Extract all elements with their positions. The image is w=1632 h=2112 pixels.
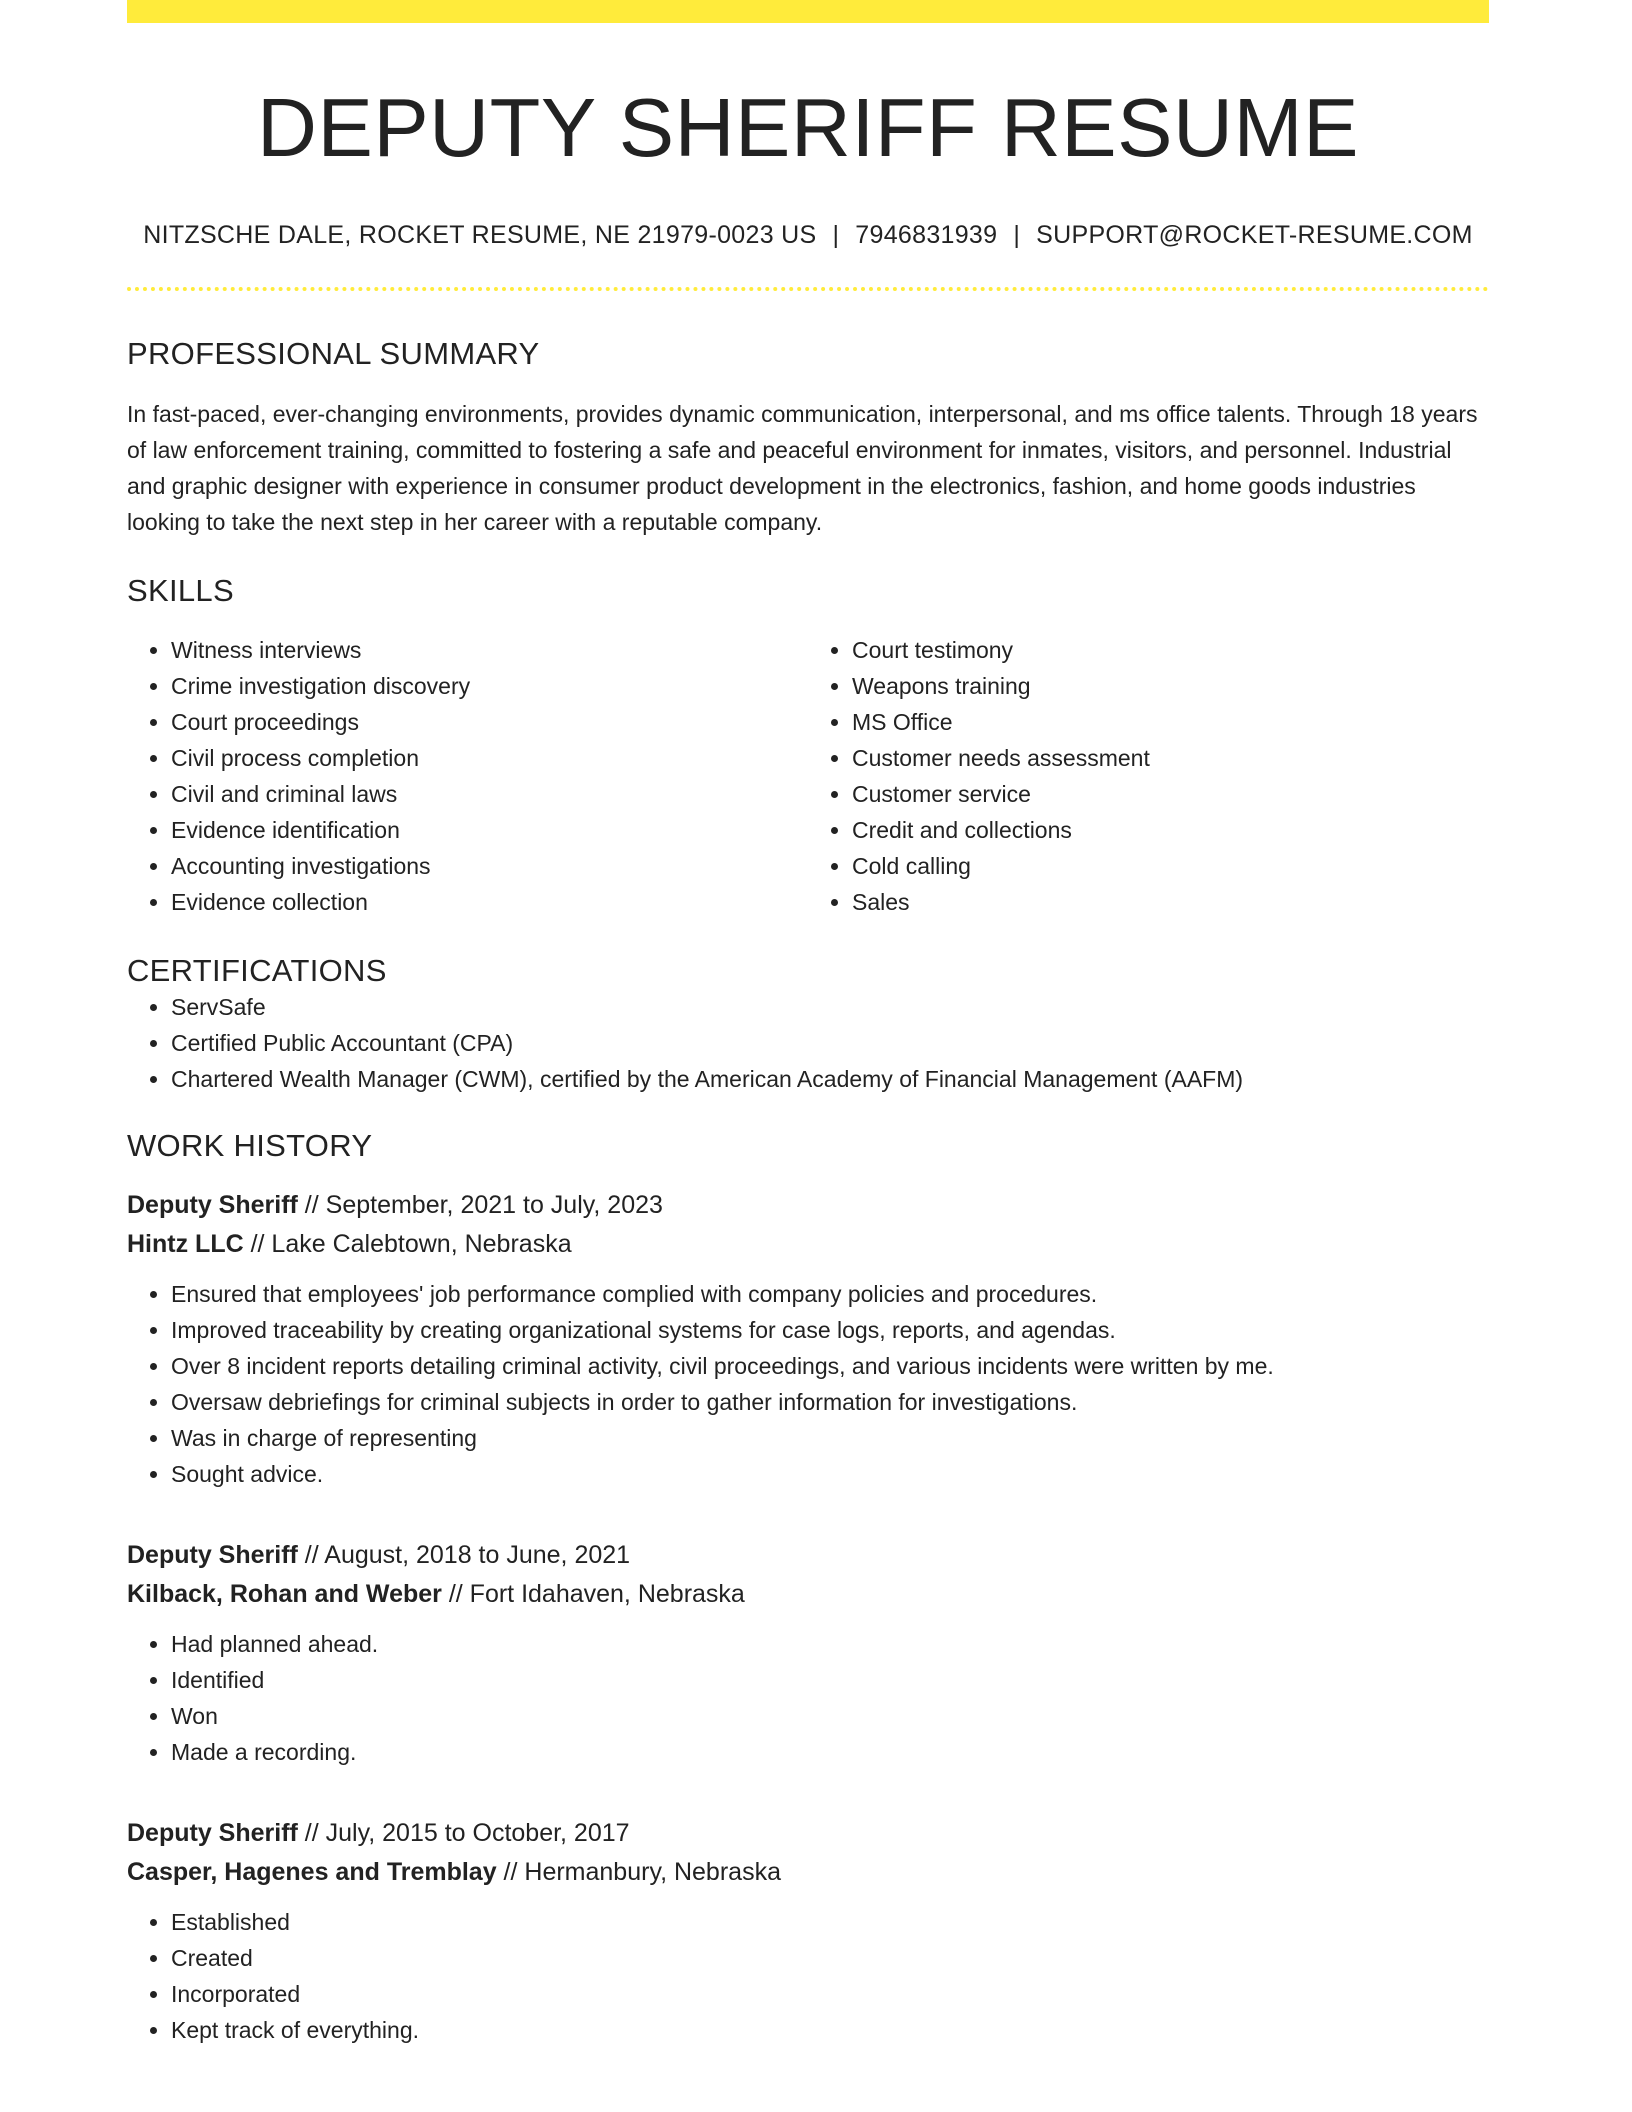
contact-line: [127, 221, 1489, 250]
skill-item: • Civil and criminal laws: [171, 776, 808, 812]
skill-item: • Cold calling: [852, 848, 1489, 884]
skill-item: • Civil process completion: [171, 740, 808, 776]
job-title: Deputy Sheriff: [127, 1191, 298, 1220]
work-history-heading: WORK HISTORY: [127, 1127, 373, 1163]
job-title-line: [127, 1814, 1489, 1853]
skill-item: • Crime investigation discovery: [171, 668, 808, 704]
job-company: Casper, Hagenes and Tremblay: [127, 1858, 497, 1887]
job-entry: [127, 1536, 1489, 1770]
job-bullet: • Ensured that employees' job performance complied with company policies and procedures.: [171, 1276, 1489, 1312]
job-bullet: • Created: [171, 1940, 1489, 1976]
skills-columns: [127, 632, 1489, 920]
job-bullet: • Sought advice.: [171, 1456, 1489, 1492]
certification-item: • Chartered Wealth Manager (CWM), certified by the American Academy of Financial Management (AAFM): [171, 1061, 1489, 1097]
certification-item: • Certified Public Accountant (CPA): [171, 1025, 1489, 1061]
job-bullets: [127, 1904, 1489, 2048]
job-title-line: [127, 1186, 1489, 1225]
certifications-heading: CERTIFICATIONS: [127, 952, 387, 988]
job-company-line: [127, 1853, 1489, 1892]
skill-item: • Customer service: [852, 776, 1489, 812]
skill-item: • Evidence collection: [171, 884, 808, 920]
contact-separator: |: [1013, 221, 1021, 250]
job-dates: // September, 2021 to July, 2023: [297, 1191, 663, 1220]
job-entry: [127, 1186, 1489, 1492]
job-bullet: • Improved traceability by creating organizational systems for case logs, reports, and agendas.: [171, 1312, 1489, 1348]
job-bullets: [127, 1626, 1489, 1770]
contact-address: NITZSCHE DALE, ROCKET RESUME, NE 21979-0023 US: [143, 221, 817, 250]
job-location: // Fort Idahaven, Nebraska: [441, 1580, 745, 1609]
skill-item: • Credit and collections: [852, 812, 1489, 848]
job-bullet: • Won: [171, 1698, 1489, 1734]
job-title: Deputy Sheriff: [127, 1819, 298, 1848]
job-bullet: • Oversaw debriefings for criminal subjects in order to gather information for investigations.: [171, 1384, 1489, 1420]
certification-item: • ServSafe: [171, 989, 1489, 1025]
contact-phone: 7946831939: [855, 221, 998, 250]
job-entry: [127, 1814, 1489, 2048]
skill-item: • Court proceedings: [171, 704, 808, 740]
skill-item: • MS Office: [852, 704, 1489, 740]
job-title: Deputy Sheriff: [127, 1541, 298, 1570]
job-bullet: • Kept track of everything.: [171, 2012, 1489, 2048]
job-location: // Hermanbury, Nebraska: [496, 1858, 781, 1887]
summary-text: In fast-paced, ever-changing environments, provides dynamic communication, interpersonal, and ms office talents. Through 18 years of law enforcement training, committed to fostering a safe and peaceful environment for inmates, visitors, and personnel. Industrial and graphic designer with experience in consumer product development in the electronics, fashion, and home goods industries looking to take the next step in her career with a reputable company.: [127, 401, 1478, 536]
job-company-line: [127, 1225, 1489, 1264]
contact-separator: |: [832, 221, 840, 250]
job-bullet: • Identified: [171, 1662, 1489, 1698]
job-bullet: • Made a recording.: [171, 1734, 1489, 1770]
certifications-list: [127, 989, 1489, 1097]
job-bullet: • Established: [171, 1904, 1489, 1940]
job-location: // Lake Calebtown, Nebraska: [243, 1230, 572, 1259]
skill-item: • Evidence identification: [171, 812, 808, 848]
resume-title: DEPUTY SHERIFF RESUME: [257, 81, 1359, 174]
skills-right-list: [808, 632, 1489, 920]
skills-left-list: [127, 632, 808, 920]
accent-top-bar: [127, 0, 1489, 23]
summary-heading: PROFESSIONAL SUMMARY: [127, 336, 540, 372]
skill-item: • Accounting investigations: [171, 848, 808, 884]
job-bullets: [127, 1276, 1489, 1492]
skill-item: • Customer needs assessment: [852, 740, 1489, 776]
skill-item: • Court testimony: [852, 632, 1489, 668]
job-bullet: • Had planned ahead.: [171, 1626, 1489, 1662]
job-bullet: • Over 8 incident reports detailing criminal activity, civil proceedings, and various incidents were written by me.: [171, 1348, 1489, 1384]
job-bullet: • Was in charge of representing: [171, 1420, 1489, 1456]
job-bullet: • Incorporated: [171, 1976, 1489, 2012]
contact-email: SUPPORT@ROCKET-RESUME.COM: [1036, 221, 1473, 250]
job-dates: // July, 2015 to October, 2017: [297, 1819, 630, 1848]
skill-item: • Sales: [852, 884, 1489, 920]
skill-item: • Weapons training: [852, 668, 1489, 704]
skill-item: • Witness interviews: [171, 632, 808, 668]
job-title-line: [127, 1536, 1489, 1575]
resume-page: [127, 0, 1489, 2048]
job-dates: // August, 2018 to June, 2021: [297, 1541, 631, 1570]
job-company-line: [127, 1575, 1489, 1614]
dotted-divider: [127, 287, 1489, 291]
job-company: Hintz LLC: [127, 1230, 244, 1259]
job-company: Kilback, Rohan and Weber: [127, 1580, 442, 1609]
skills-heading: SKILLS: [127, 573, 234, 609]
